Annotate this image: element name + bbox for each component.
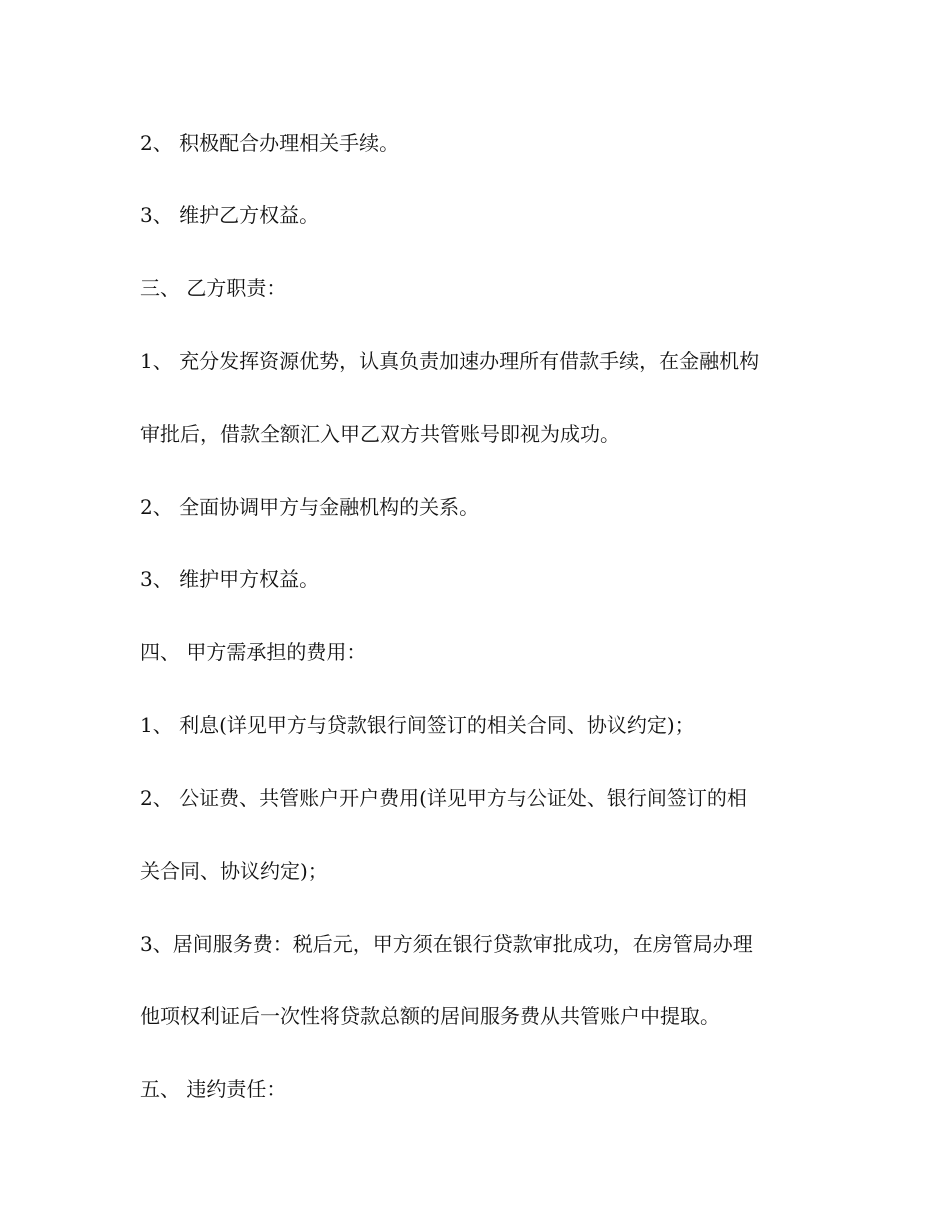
paragraph-line: 1、 充分发挥资源优势，认真负责加速办理所有借款手续，在金融机构 [140,349,760,373]
paragraph-line: 关合同、协议约定)； [140,859,328,883]
section-heading: 五、 违约责任： [140,1077,287,1101]
section-heading: 三、 乙方职责： [140,276,287,300]
paragraph-line: 3、居间服务费：税后元，甲方须在银行贷款审批成功，在房管局办理 [140,932,753,956]
paragraph-line: 2、 积极配合办理相关手续。 [140,131,400,155]
paragraph-line: 2、 公证费、共管账户开户费用(详见甲方与公证处、银行间签订的相 [140,786,747,810]
paragraph-line: 1、 利息(详见甲方与贷款银行间签订的相关合同、协议约定)； [140,713,695,737]
paragraph-line: 他项权利证后一次性将贷款总额的居间服务费从共管账户中提取。 [140,1004,720,1028]
paragraph-line: 审批后，借款全额汇入甲乙双方共管账号即视为成功。 [140,422,620,446]
section-heading: 四、 甲方需承担的费用： [140,640,367,664]
paragraph-line: 2、 全面协调甲方与金融机构的关系。 [140,495,480,519]
paragraph-line: 3、 维护甲方权益。 [140,567,320,591]
paragraph-line: 3、 维护乙方权益。 [140,203,320,227]
